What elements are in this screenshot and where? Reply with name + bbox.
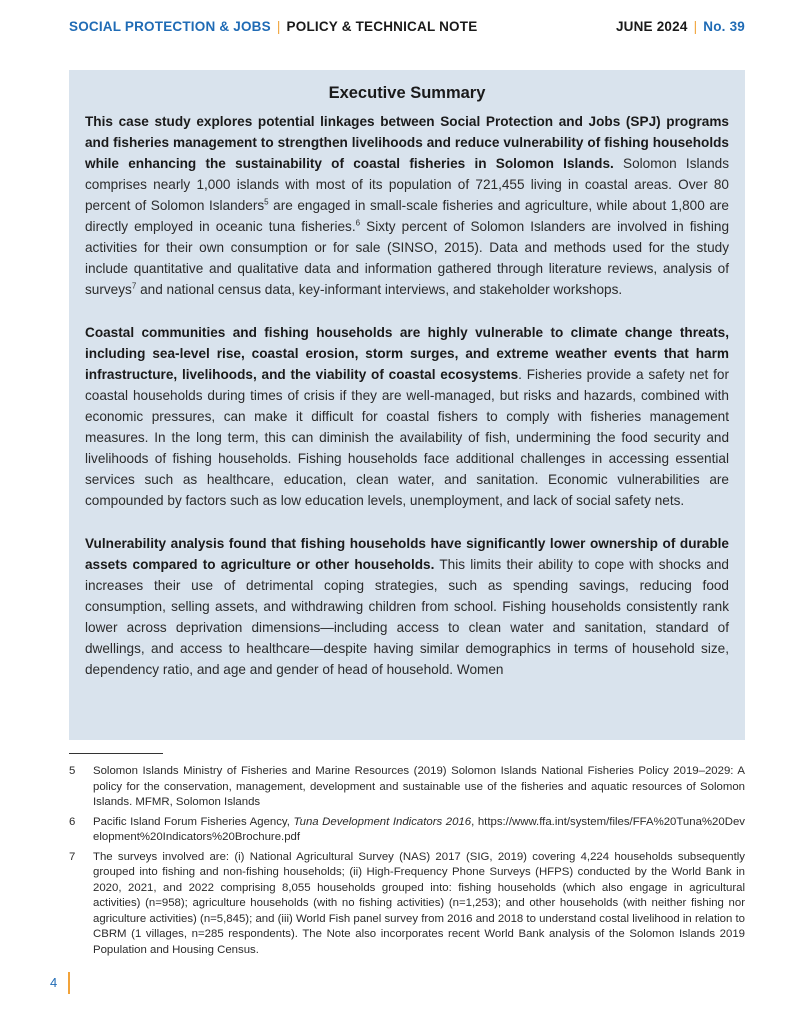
page-number-accent-bar (68, 972, 70, 994)
summary-paragraph-1 (85, 111, 729, 300)
p2-bold: Coastal communities and fishing households are highly vulnerable to climate change threats, including sea-level rise, coastal erosion, storm surges, and extreme weather events that harm infrastructure, livelihoods, and the viability of coastal ecosystems (85, 325, 729, 382)
header-left (69, 19, 477, 34)
note-type: POLICY & TECHNICAL NOTE (286, 19, 478, 34)
header-separator-2: | (693, 19, 698, 34)
footnote-number: 7 (69, 850, 76, 863)
footnote-link[interactable]: , https://www.ffa.int/system/files/FFA%20Tuna%20Development%20Indicators%20Brochure.pdf (93, 815, 745, 843)
p1-text-b: are engaged in small-scale fisheries and agriculture, while about 1,800 are directly employed in oceanic tuna fisheries. (85, 198, 729, 234)
header-separator: | (276, 19, 281, 34)
p1-text-d: and national census data, key-informant interviews, and stakeholder workshops. (136, 282, 623, 297)
issue-number: No. 39 (703, 19, 745, 34)
executive-summary-box (69, 70, 745, 740)
page-number: 4 (50, 975, 58, 990)
p1-text-c: Sixty percent of Solomon Islanders are involved in fishing activities for their own consumption or for sale (SINSO, 2015). Data and methods used for the study include quantitative and qualitative data and information gathered through literature reviews, analysis of surveys (85, 219, 730, 297)
summary-paragraph-3 (85, 533, 729, 680)
footnote-number: 6 (69, 815, 76, 828)
series-title: SOCIAL PROTECTION & JOBS (69, 19, 271, 34)
footnote-number: 5 (69, 765, 76, 777)
footnote-ref-7[interactable]: 7 (131, 281, 137, 291)
page-header (69, 19, 745, 41)
footnote-7 (69, 850, 745, 959)
footnote-6 (69, 815, 745, 846)
footnote-text-a: Pacific Island Forum Fisheries Agency, (93, 815, 294, 828)
p3-text: This limits their ability to cope with shocks and increases their use of detrimental coping strategies, such as spending savings, reducing food consumption, selling assets, and withdrawing children from school. Fishing households consistently rank lower across deprivation dimensions—including access to clean water and sanitation, standard of dwellings, and access to healthcare—despite having similar demographics in terms of household size, dependency ratio, and age and gender of head of household. Women (85, 557, 729, 677)
p2-text: . Fisheries provide a safety net for coastal households during times of crisis if they are well-managed, but risks and hazards, combined with economic pressures, can make it difficult for coastal fishers to comply with fisheries management measures. In the long term, this can diminish the availability of fish, undermining the food security and livelihoods of fishing households. Fishing households face additional challenges in accessing essential services such as healthcare, education, clean water, and sanitation. Economic vulnerabilities are compounded by factors such as low education levels, unemployment, and lack of social safety nets. (85, 367, 729, 508)
p1-bold: This case study explores potential linkages between Social Protection and Jobs (SPJ) programs and fisheries management to strengthen livelihoods and reduce vulnerability of fishing households while enhancing the sustainability of coastal fisheries in Solomon Islands. (85, 114, 729, 171)
header-right (616, 19, 745, 34)
footnotes (69, 764, 745, 962)
footnote-5 (69, 764, 745, 811)
footnote-divider (69, 753, 163, 754)
footnote-text: The surveys involved are: (i) National Agricultural Survey (NAS) 2017 (SIG, 2019) covering 4,224 households subsequently grouped into fishing and non-fishing households; (ii) High-Frequency Phone Surveys (HFPS) conducted by the World Bank in 2020, 2021, and 2022 comprising 8,055 households grouped into: fishing households (which also engage in agricultural activities) (n=958); agriculture households (with no fishing activities) (n=1,253); and other households (with neither fishing nor agriculture activities) (n=5,845); and (iii) World Fish panel survey from 2016 and 2018 to understand costal livelihood in relation to CBRM (1 villages, n=285 respondents). The Note also incorporates recent World Bank analysis of the Solomon Islands 2019 Population and Housing Census. (93, 850, 745, 956)
footnote-ref-6[interactable]: 6 (355, 218, 361, 228)
summary-title: Executive Summary (328, 84, 486, 102)
footnote-italic-title: Tuna Development Indicators 2016 (293, 815, 472, 828)
footnote-text: Solomon Islands Ministry of Fisheries and Marine Resources (2019) Solomon Islands National Fisheries Policy 2019–2029: A policy for the conservation, management, development and sustainable use of the fisheries and aquatic resources of Solomon Islands. MFMR, Solomon Islands (93, 765, 745, 808)
p1-text-a: Solomon Islands comprises nearly 1,000 islands with most of its population of 721,455 living in coastal areas. Over 80 percent of Solomon Islanders (85, 156, 729, 213)
footnote-ref-5[interactable]: 5 (264, 197, 269, 207)
issue-date: JUNE 2024 (615, 19, 688, 34)
p3-bold: Vulnerability analysis found that fishing households have significantly lower ownership of durable assets compared to agriculture or other households. (85, 536, 729, 572)
summary-paragraph-2 (85, 322, 729, 511)
